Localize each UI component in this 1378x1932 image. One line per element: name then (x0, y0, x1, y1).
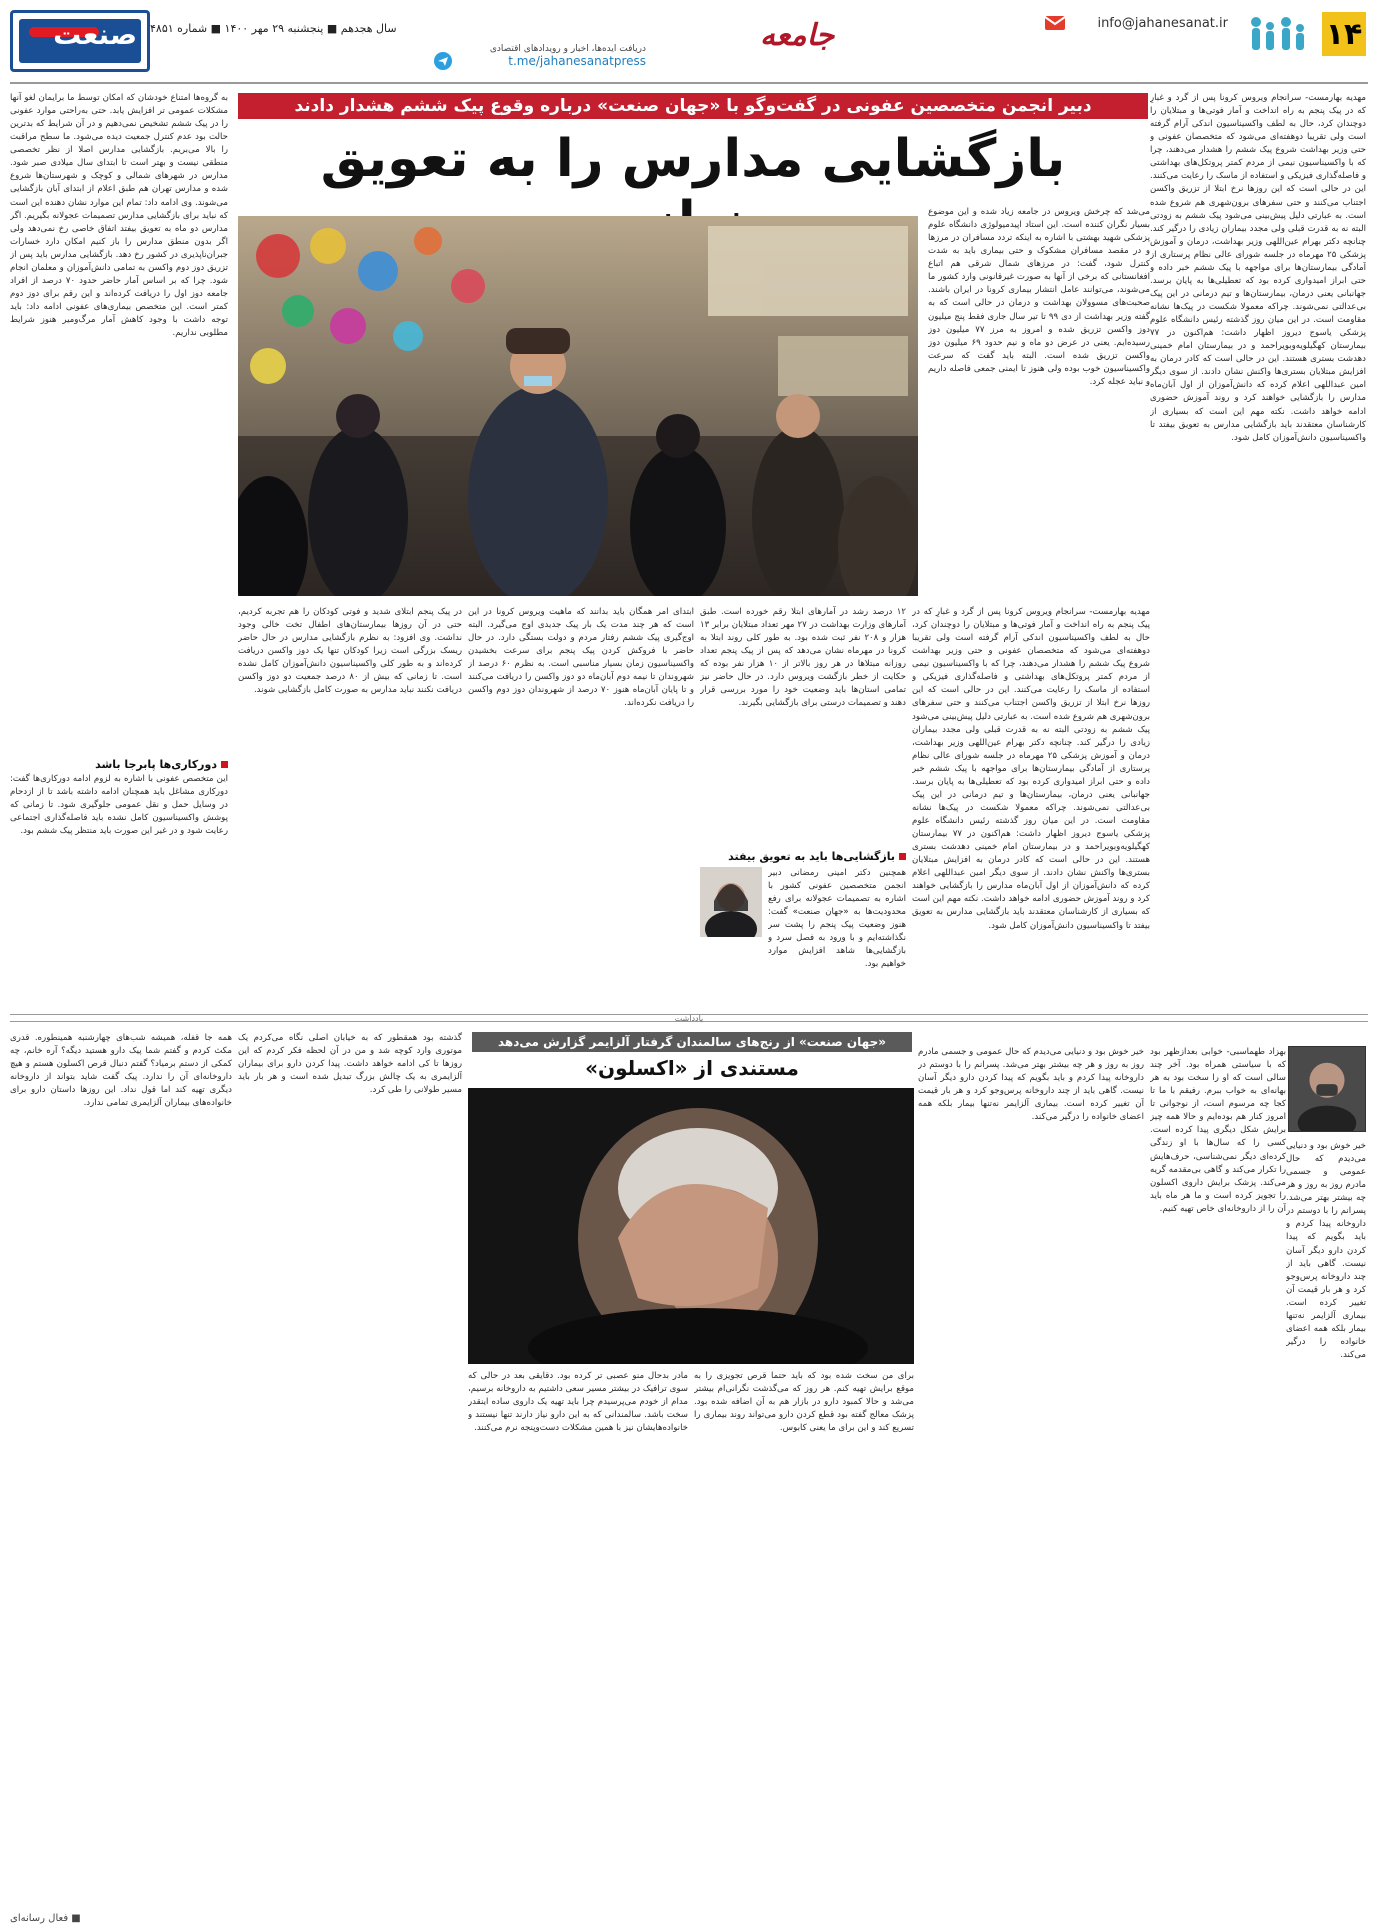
lead-column-d: در پیک پنجم ابتلای شدید و فوتی کودکان را هم تجربه کردیم، حتی در آن روزها بیمارستان‌های اطفال تخت خالی وجود نداشت. وی افزود: به نظرم بازگشایی مدارس در حال حاضر ریسک بزرگی است زیرا کودکان تنها یک دوز واکسن دریافت کرده‌اند و به طور کلی واکسیناسیون دانش‌آموزان کامل نشده است. تا زمانی که بیش از ۸۰ درصد جمعیت دو دوز واکسن دریافت نکنند نباید مدارس به صورت کامل بازگشایی شوند. (238, 607, 462, 696)
feature-column-1: بهزاد طهماسبی- خوابی بعدازظهر بود که با سیاستی همراه بود. آخر چند سالی است که او را سخت بود به هر بهانه‌ای به خواب ببرم. رفیقم با ما تا کجا چه مرسوم است، از نوجوانی تا امروز کنار هم بوده‌ایم و حالا همه چیز برایش شکل دیگری پیدا کرده است. کسی را که سال‌ها با او زندگی کرده‌ای دیگر نمی‌شناسی، حرف‌هایش را تکرار می‌کند و گاهی بی‌مقدمه گریه می‌کند. پزشک برایش داروی اکسلون را تجویز کرده است و ما هر ماه باید آن را از داروخانه‌ای خاص تهیه کنیم. (1150, 1047, 1286, 1214)
lead-headline: بازگشایی مدارس را به تعویق (320, 129, 1066, 189)
feature-column-1b: خیر خوش بود و دنیایی می‌دیدم که حال عمومی و جسمی مادرم روز به روز و هر چه بیشتر بهتر می‌شد. پسرانم را با دوستم در داروخانه پیدا کردم و باید بگویم که پیدا کردن دارو دیگر آسان نیست. گاهی باید از چند داروخانه پرس‌وجو کرد و هر بار قیمت آن تغییر کرده است. بیماری آلزایمر نه‌تنها بیمار بلکه همه اعضای خانواده را درگیر می‌کند. (1286, 1141, 1366, 1360)
expert-portrait (700, 867, 762, 937)
feature-supertitle: «جهان صنعت» از رنج‌های سالمندان گرفتار آلزایمر گزارش می‌دهد (472, 1032, 912, 1052)
lead-column-b (700, 606, 906, 1006)
lead-column-b-text-2: همچنین دکتر امینی رمضانی دبیر انجمن متخصصین عفونی کشور با اشاره به تصمیمات عجولانه برای رفع محدودیت‌ها به «جهان صنعت» گفت: هنوز وضعیت پیک پنجم را پشت سر نگذاشته‌ایم و با ورود به فصل سرد و بازگشایی‌ها شاهد افزایش موارد خواهیم بود. (768, 868, 906, 970)
feature-title: مستندی از «اکسلون» (585, 1056, 799, 1080)
bazaar-crowd-photo (238, 216, 918, 596)
subhead-postpone: بازگشایی‌ها باید به تعویق بیفتد (700, 850, 906, 863)
header-divider (10, 82, 1368, 84)
dateline: سال هجدهم ■ پنجشنبه ۲۹ مهر ۱۴۰۰ ■ شماره ۴۸۵۱ (150, 22, 397, 35)
feature-column-4: مادر بدحال منو عصبی تر کرده بود. دقایقی بعد در حالی که سوی ترافیک در بیشتر مسیر سعی داشتیم به داروخانه برسیم، مدام از خودم می‌پرسیدم چرا باید تهیه یک داروی ساده اینقدر سخت باشد. سالمندانی که به این دارو نیاز دارند تنها نیستند و خانواده‌هایشان نیز با همین مشکلات دست‌وپنجه نرم می‌کنند. (468, 1371, 688, 1434)
note-label: یادداشت (674, 1014, 704, 1023)
lead-supertitle: دبیر انجمن متخصصین عفونی در گفت‌وگو با «جهان صنعت» درباره وقوع پیک ششم هشدار دادند (238, 93, 1148, 119)
lead-column-b-text: ۱۲ درصد رشد در آمارهای ابتلا رقم خورده است. طبق آمارهای وزارت بهداشت در ۲۷ مهر تعداد مبتلایان برابر ۱۳ هزار و ۲۰۸ نفر ثبت شده بود. به طور کلی روند ابتلا به کرونا در مهرماه نشان می‌دهد که پس از پیک پنجم تعداد روزانه مبتلاها در هر روز بالاتر از ۱۰ هزار نفر بوده که حکایت از خطر بازگشت ویروس دارد. در حال حاضر نیز تمامی استان‌ها باید وضعیت خود را مورد بررسی قرار دهند و تصمیمات درستی برای بازگشایی بگیرند. (700, 607, 906, 709)
newspaper-logo: صنعت (10, 10, 150, 72)
lead-column-left-text: به گروه‌ها امتناع خودشان که امکان توسط ما برایمان لغو آنها مشکلات عمومی تر افزایش یابد. حتی به‌راحتی موارد عفونی را در پیک ششم تشخیص نمی‌دهیم و در آن شرایط که بدترین حالت بود عدم کنترل جمعیت دیده می‌شود. ما سطح مراقبت را بالا می‌بریم. بازگشایی مدارس اصلا از نظر تخصصی منطقی نیست و بهتر است تا ابتدای سال میلادی صبر شود. مدارس در شهرهای شمالی و کوچک و شهرستان‌ها شروع شده و مدارس تهران هم طبق اعلام از ابتدای آبان بازگشایی می‌شوند. وی ادامه داد: تمام این موارد نشان دهنده این است که نباید برای بازگشایی مدارس تصمیمات عجولانه بگیریم. اگر مدارس دو ماه به تعویق بیفتد اتفاق خاصی رخ نمی‌دهد ولی اگر بدون منطق مدارس را باز کنیم امکان دارد خسارات جبران‌ناپذیری در کشور رخ دهد. بازگشایی مدارس باید پس از تزریق دوز دوم واکسن به تمامی دانش‌آموزان و معلمان انجام شود. چرا که بر اساس آمار حاضر حدود ۷۰ درصد از افراد جامعه دوز اول را دریافت کرده‌اند و این رقم برای دوز دوم کمتر است. این متخصص بیماری‌های عفونی ادامه داد: باید توجه داشت با وجود کاهش آمار مرگ‌ومیر هنوز شرایط مطلوبی نداریم. (10, 93, 228, 339)
telegram-handle[interactable]: t.me/jahanesanatpress (508, 54, 646, 68)
lead-column-right: مهدیه بهارمست- سرانجام ویروس کرونا پس از گرد و غبارِ که در پیک پنجم به راه انداخت و آمار فوتی‌ها و مبتلایان را دوچندان کرد، حال به لطف واکسیناسیون اندکی آرام گرفته است ولی تقریبا دوهفته‌ای می‌شود که متخصصان عفونی و حتی وزیر بهداشت شروع پیک ششم را هشدار می‌دهند، چرا که با واکسیناسیون نیمی از مردم کمتر پروتکل‌های بهداشتی و فاصله‌گذاری فیزیکی و استفاده از ماسک را رعایت می‌کنند. این در حالی است که این روزها نرخ ابتلا از تزریق واکسن اجتناب می‌کنند و حتی سفرهای برون‌شهری هم شروع شده است. به عبارتی دلیل پیش‌بینی می‌شود پیک ششم به زودتی البته نه به قدرت قبلی ولی مجدد بیماران زیادی را درگیر کند. چنانچه دکتر بهرام عین‌اللهی وزیر بهداشت، درمان و آموزش پزشکی ۲۵ مهرماه در جلسه شورای عالی نظام پرستاری از آمادگی بیمارستان‌ها برای مواجهه با پیک ششم خبر داده و حتی ابراز امیدواری کرده بود که تعطیلی‌ها به پایان برسد. جهانبانی یعنی درمان، بیمارستان‌ها و تیم درمانی در این پیک بی‌عدالتی نمی‌شوند. چراکه معمولا شکست در پیک‌ها نشانه مقاومت است. در این میان روز گذشته رئیس دانشگاه علوم پزشکی یاسوج دیروز اظهار داشت: هم‌اکنون در ۷۷ بیمارستان کهگیلویه‌وبویراحمد و در بیمارستان امام خمینی دهدشت بستری هستند. این در حالی است که کادر درمان به افزایش مبتلایان بستری‌ها واکنش نشان دادند. از سوی دیگر امین عبداللهی اعلام کرده که دانش‌آموزان از اول آبان‌ماه مدارس را بازگشایی خواهند کرد و روند آموزش حضوری ادامه خواهد داشت. نکته مهم این است که بسیاری از کارشناسان معتقدند باید بازگشایی مدارس به تعویق بیفتد تا واکسیناسیون دانش‌آموزان کامل شود. (1150, 93, 1366, 443)
page-number: ۱۴ (1322, 12, 1366, 56)
section-separator (10, 1014, 1368, 1022)
telegram-caption: دریافت ایده‌ها، اخبار و رویدادهای اقتصادی (489, 44, 646, 54)
lead-column-left (10, 92, 228, 1007)
section-title: جامعه (760, 18, 835, 53)
feature-column-5: گذشته بود همقطور که به خیابان اصلی نگاه می‌کردم یک موتوری وارد کوچه شد و من در آن لحظه فکر کردم که این روزها تا کی ادامه خواهد داشت. پیدا کردن دارو برای بیماران آلزایمری به یک چالش بزرگ تبدیل شده است و هر بار باید مسیر طولانی را طی کرد. (238, 1033, 462, 1096)
telegram-box[interactable] (436, 44, 646, 68)
email-address[interactable]: info@jahanesanat.ir (1097, 16, 1228, 31)
lead-column-a: می‌شد که چرخش ویروس در جامعه زیاد شده و این موضوع بسیار نگران کننده است. این استاد اپیدمیولوژی دانشگاه علوم پزشکی شهید بهشتی با اشاره به اینکه تردد مسافران در مرزها و در مقصد مسافران مشکوک و حتی بیماری باید به شدت کنترل شود، گفت: در مرزهای شمال شرقی هم اتباع افغانستانی که برخی از آنها به صورت غیرقانونی وارد کشور ما می‌شوند، می‌توانند عامل انتشار بیماری کرونا در ایران باشند. صحبت‌های مسوولان بهداشت و درمان در حالی است که به گفته وزیر بهداشت از دی ۹۹ تا تیر سال جاری فقط پنج میلیون دوز واکسن تزریق شده و امروز به مرز ۷۷ میلیون دوز رسیده‌ایم. یعنی در عرض دو ماه و نیم حدود ۶۹ میلیون دوز واکسن تزریق شده است. البته باید گفت که سرعت واکسیناسیون خوب بوده ولی هنوز تا ایمنی جمعی فاصله داریم و نباید عجله کرد. (928, 207, 1150, 387)
family-icon (1248, 14, 1312, 58)
feature-column-3: برای من سخت شده بود که باید حتما قرص تجویزی را به موقع برایش تهیه کنم. هر روز که می‌گذشت نگرانی‌ام بیشتر می‌شد و حالا کمبود دارو در بازار هم به آن اضافه شده بود. پزشک معالج گفته بود قطع کردن دارو می‌تواند روند بیماری را تسریع کند و این برای ما یعنی کابوس. (694, 1371, 914, 1434)
author-portrait (1288, 1046, 1366, 1132)
lead-column-a-cont: مهدیه بهارمست- سرانجام ویروس کرونا پس از گرد و غبارِ که در پیک پنجم به راه انداخت و آمار فوتی‌ها و مبتلایان را دوچندان کرد، حال به لطف واکسیناسیون اندکی آرام گرفته است ولی تقریبا دوهفته‌ای می‌شود که متخصصان عفونی و حتی وزیر بهداشت شروع پیک ششم را هشدار می‌دهند، چرا که با واکسیناسیون نیمی از مردم کمتر پروتکل‌های بهداشتی و فاصله‌گذاری فیزیکی و استفاده از ماسک را رعایت می‌کنند. این در حالی است که این روزها نرخ ابتلا از تزریق واکسن اجتناب می‌کنند و حتی سفرهای برون‌شهری هم شروع شده است. به عبارتی دلیل پیش‌بینی می‌شود پیک ششم به زودتی البته نه به قدرت قبلی ولی مجدد بیماران زیادی را درگیر کند. چنانچه دکتر بهرام عین‌اللهی وزیر بهداشت، درمان و آموزش پزشکی ۲۵ مهرماه در جلسه شورای عالی نظام پرستاری از آمادگی بیمارستان‌ها برای مواجهه با پیک ششم خبر داده و حتی ابراز امیدواری کرده بود که تعطیلی‌ها به پایان برسد. جهانبانی یعنی درمان، بیمارستان‌ها و تیم درمانی در این پیک بی‌عدالتی نمی‌شوند. چراکه معمولا شکست در پیک‌ها نشانه مقاومت است. در این میان روز گذشته رئیس دانشگاه علوم پزشکی یاسوج دیروز اظهار داشت: هم‌اکنون در ۷۷ بیمارستان کهگیلویه‌وبویراحمد و در بیمارستان امام خمینی دهدشت بستری هستند. این در حالی است که کادر درمان به افزایش مبتلایان بستری‌ها واکنش نشان دادند. از سوی دیگر امین عبداللهی اعلام کرده که دانش‌آموزان از اول آبان‌ماه مدارس را بازگشایی خواهند کرد و روند آموزش حضوری ادامه خواهد داشت. نکته مهم این است که بسیاری از کارشناسان معتقدند باید بازگشایی مدارس به تعویق بیفتد تا واکسیناسیون دانش‌آموزان کامل شود. (912, 607, 1150, 931)
subhead-remote-work: دورکاری‌ها پابرجا باشد (10, 758, 228, 771)
mail-icon (1044, 12, 1066, 34)
telegram-icon (434, 52, 452, 70)
elderly-man-photo (468, 1088, 914, 1364)
author-footer: ■ فعال رسانه‌ای (10, 1913, 81, 1924)
feature-column-6: همه جا قفله، همیشه شب‌های چهارشنبه همینطوره. قدری مکث کردم و گفتم شما پیک دارو هستید دیگه؟ آره خانم، چه کمکی از دستم برمیاد؟ گفتم دنبال قرص اکسلون هستم و هیچ داروخانه‌ای آن را ندارد. پیک گفت شاید بتواند از داروخانه دیگری تهیه کند اما قول نداد. این روزها داستان دارو برای خانواده‌های بیماران آلزایمری تمامی ندارد. (10, 1033, 232, 1109)
feature-column-2: خیر خوش بود و دنیایی می‌دیدم که حال عمومی و جسمی مادرم روز به روز و هر چه بیشتر بهتر می‌شد. پسرانم را با دوستم در داروخانه پیدا کردم و باید بگویم که پیدا کردن دارو دیگر آسان نیست. گاهی باید از چند داروخانه پرس‌وجو کرد و هر بار قیمت آن تغییر کرده است. بیماری آلزایمر نه‌تنها بیمار بلکه همه اعضای خانواده را درگیر می‌کند. (918, 1047, 1144, 1123)
lead-column-c: ابتدای امر همگان باید بدانند که ماهیت ویروس کرونا در این است که هر چند مدت یک بار پیک جدیدی اوج می‌گیرد. البته اوج‌گیری پیک ششم رفتار مردم و دولت بستگی دارد. در حال حاضر با فروکش کردن پیک پنجم برای سرعت بخشیدن واکسیناسیون زمان بسیار مناسبی است. به نظرم ۶۰ درصد از شهروندان تا نیمه دوم آبان‌ماه دو دوز واکسن را دریافت می‌کنند و تا پایان آبان‌ماه هنوز ۷۰ درصد از شهروندان دوز دوم واکسن را دریافت نکرده‌اند. (468, 607, 694, 709)
lead-column-left-text-2: این متخصص عفونی با اشاره به لزوم ادامه دورکاری‌ها گفت: دورکاری مشاغل باید همچنان ادامه داشته باشد تا از ازدحام در وسایل حمل و نقل عمومی جلوگیری شود. تا زمانی که پوشش واکسیناسیون کامل نشده باید فاصله‌گذاری اجتماعی رعایت شود و در غیر این صورت باید منتظر پیک ششم بود. (10, 774, 228, 837)
